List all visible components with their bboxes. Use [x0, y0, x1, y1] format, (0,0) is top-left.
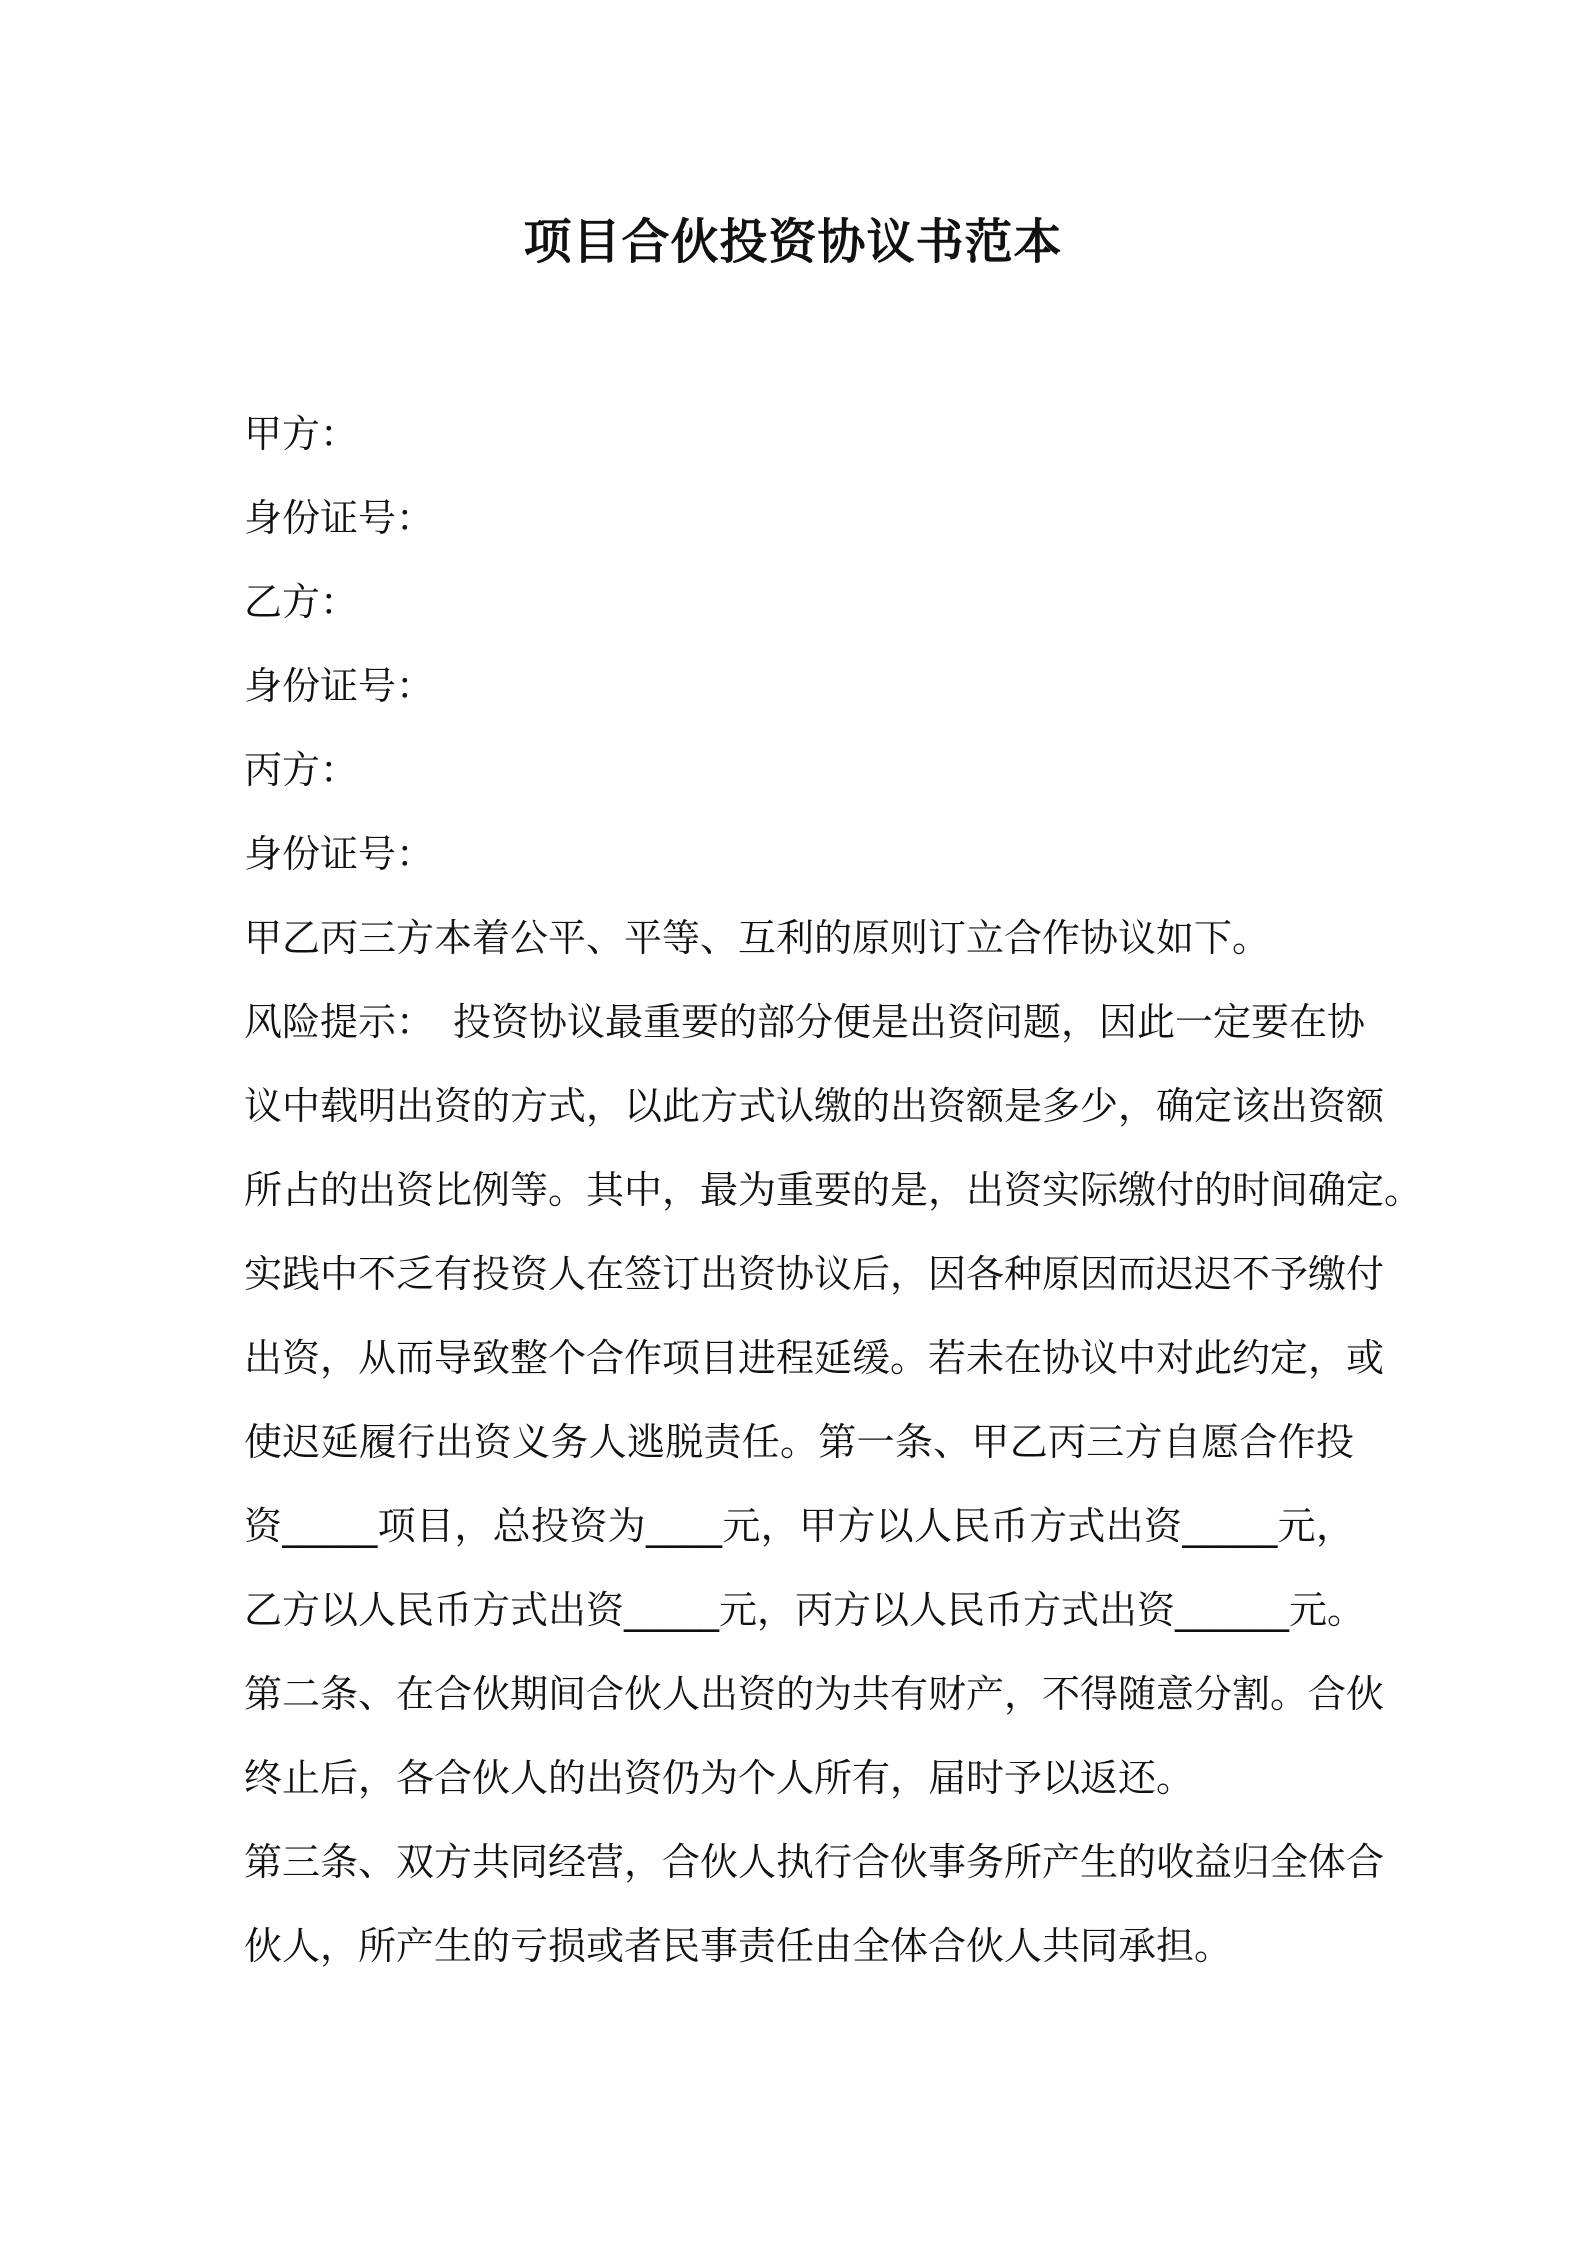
party-b-label: 乙方：	[244, 580, 359, 624]
article-1-line: 资_____项目，总投资为____元，甲方以人民币方式出资_____元，	[244, 1504, 1354, 1548]
article-1-line: 乙方以人民币方式出资_____元，丙方以人民币方式出资______元。	[244, 1588, 1366, 1632]
body-line: 实践中不乏有投资人在签订出资协议后，因各种原因而迟迟不予缴付	[244, 1252, 1385, 1296]
body-line: 所占的出资比例等。其中，最为重要的是，出资实际缴付的时间确定。	[244, 1168, 1423, 1212]
risk-notice-line: 风险提示： 投资协议最重要的部分便是出资问题，因此一定要在协	[244, 1000, 1366, 1044]
article-3-line: 伙人，所产生的亏损或者民事责任由全体合伙人共同承担。	[244, 1924, 1233, 1968]
body-line: 议中载明出资的方式，以此方式认缴的出资额是多少，确定该出资额	[244, 1084, 1385, 1128]
party-a-id-label: 身份证号：	[244, 496, 435, 540]
body-line: 出资，从而导致整个合作项目进程延缓。若未在协议中对此约定，或	[244, 1336, 1385, 1380]
article-3-line: 第三条、双方共同经营，合伙人执行合伙事务所产生的收益归全体合	[244, 1840, 1385, 1884]
article-2-line: 终止后，各合伙人的出资仍为个人所有，届时予以返还。	[244, 1756, 1195, 1800]
document-title: 项目合伙投资协议书范本	[523, 214, 1063, 270]
party-a-label: 甲方：	[244, 412, 359, 456]
article-2-line: 第二条、在合伙期间合伙人出资的为共有财产，不得随意分割。合伙	[244, 1672, 1385, 1716]
intro-paragraph: 甲乙丙三方本着公平、平等、互利的原则订立合作协议如下。	[244, 916, 1271, 960]
article-1-line: 使迟延履行出资义务人逃脱责任。第一条、甲乙丙三方自愿合作投	[244, 1420, 1354, 1464]
party-c-label: 丙方：	[244, 748, 359, 792]
party-c-id-label: 身份证号：	[244, 832, 435, 876]
party-b-id-label: 身份证号：	[244, 664, 435, 708]
